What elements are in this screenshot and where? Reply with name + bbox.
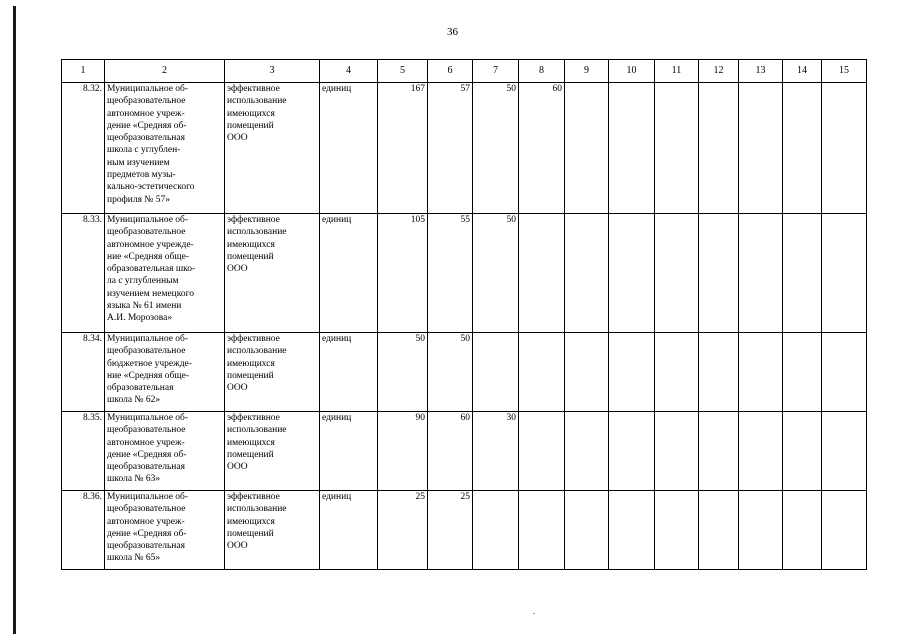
col-header: 10 <box>609 60 655 83</box>
organization-name: Муниципальное об- щеобразовательное бюджетное учрежде- ние «Средняя обще- образовательная школа № 62» <box>105 333 225 412</box>
value-cell <box>739 214 783 333</box>
col-header: 9 <box>565 60 609 83</box>
col-header: 8 <box>519 60 565 83</box>
value-cell <box>822 333 867 412</box>
col-header: 14 <box>783 60 822 83</box>
value-cell <box>473 333 519 412</box>
value-cell: 30 <box>473 412 519 491</box>
value-cell <box>609 333 655 412</box>
value-cell <box>822 214 867 333</box>
table-row <box>62 214 867 333</box>
organization-name: Муниципальное об- щеобразовательное автономное учреж- дение «Средняя об- щеобразовательная школа № 63» <box>105 412 225 491</box>
value-cell <box>519 214 565 333</box>
table-row <box>62 333 867 412</box>
table-row <box>62 491 867 570</box>
value-cell <box>565 214 609 333</box>
value-cell: 55 <box>428 214 473 333</box>
value-cell <box>609 412 655 491</box>
value-cell: 50 <box>428 333 473 412</box>
value-cell <box>783 214 822 333</box>
value-cell: 105 <box>378 214 428 333</box>
value-cell <box>699 412 739 491</box>
header-row <box>62 60 867 83</box>
col-header: 12 <box>699 60 739 83</box>
value-cell <box>519 412 565 491</box>
value-cell <box>783 491 822 570</box>
value-cell <box>655 333 699 412</box>
unit-cell: единиц <box>320 412 378 491</box>
indicator-name: эффективное использование имеющихся помещений ООО <box>225 412 320 491</box>
value-cell <box>822 83 867 214</box>
value-cell <box>609 491 655 570</box>
col-header: 4 <box>320 60 378 83</box>
value-cell <box>822 491 867 570</box>
value-cell: 60 <box>519 83 565 214</box>
unit-cell: единиц <box>320 214 378 333</box>
value-cell <box>655 491 699 570</box>
value-cell <box>699 333 739 412</box>
col-header: 11 <box>655 60 699 83</box>
value-cell: 90 <box>378 412 428 491</box>
col-header: 6 <box>428 60 473 83</box>
row-number: 8.34. <box>62 333 105 412</box>
value-cell <box>565 83 609 214</box>
data-table <box>61 59 867 570</box>
row-number: 8.36. <box>62 491 105 570</box>
row-number: 8.32. <box>62 83 105 214</box>
indicator-name: эффективное использование имеющихся помещений ООО <box>225 214 320 333</box>
table-row <box>62 412 867 491</box>
col-header: 3 <box>225 60 320 83</box>
value-cell: 57 <box>428 83 473 214</box>
value-cell: 60 <box>428 412 473 491</box>
row-number: 8.33. <box>62 214 105 333</box>
scan-speck <box>533 613 535 614</box>
indicator-name: эффективное использование имеющихся помещений ООО <box>225 491 320 570</box>
value-cell <box>565 491 609 570</box>
col-header: 2 <box>105 60 225 83</box>
indicator-name: эффективное использование имеющихся помещений ООО <box>225 83 320 214</box>
value-cell <box>783 412 822 491</box>
value-cell: 25 <box>378 491 428 570</box>
unit-cell: единиц <box>320 491 378 570</box>
col-header: 5 <box>378 60 428 83</box>
value-cell <box>519 491 565 570</box>
scan-margin-bar <box>13 6 16 634</box>
col-header: 1 <box>62 60 105 83</box>
col-header: 13 <box>739 60 783 83</box>
value-cell <box>739 83 783 214</box>
value-cell <box>822 412 867 491</box>
value-cell <box>609 83 655 214</box>
value-cell <box>609 214 655 333</box>
value-cell <box>565 412 609 491</box>
organization-name: Муниципальное об- щеобразовательное автономное учрежде- ние «Средняя обще- образовательная шко- ла с углубленным изучением немецкого языка № 61 имени А.И. Морозова» <box>105 214 225 333</box>
col-header: 7 <box>473 60 519 83</box>
value-cell <box>519 333 565 412</box>
col-header: 15 <box>822 60 867 83</box>
unit-cell: единиц <box>320 83 378 214</box>
organization-name: Муниципальное об- щеобразовательное автономное учреж- дение «Средняя об- щеобразовательная школа с углублен- ным изучением предметов музы- кально-эстетического профиля № 57» <box>105 83 225 214</box>
value-cell: 50 <box>378 333 428 412</box>
row-number: 8.35. <box>62 412 105 491</box>
value-cell: 50 <box>473 214 519 333</box>
value-cell <box>739 491 783 570</box>
page-number: 36 <box>447 26 458 38</box>
value-cell: 167 <box>378 83 428 214</box>
table-row <box>62 83 867 214</box>
value-cell <box>655 83 699 214</box>
value-cell <box>473 491 519 570</box>
value-cell <box>699 83 739 214</box>
organization-name: Муниципальное об- щеобразовательное автономное учреж- дение «Средняя об- щеобразовательная школа № 65» <box>105 491 225 570</box>
indicator-name: эффективное использование имеющихся помещений ООО <box>225 333 320 412</box>
value-cell <box>783 83 822 214</box>
value-cell <box>699 214 739 333</box>
unit-cell: единиц <box>320 333 378 412</box>
value-cell <box>565 333 609 412</box>
value-cell <box>655 412 699 491</box>
value-cell: 25 <box>428 491 473 570</box>
value-cell <box>699 491 739 570</box>
value-cell <box>739 333 783 412</box>
value-cell <box>655 214 699 333</box>
value-cell <box>739 412 783 491</box>
value-cell <box>783 333 822 412</box>
value-cell: 50 <box>473 83 519 214</box>
